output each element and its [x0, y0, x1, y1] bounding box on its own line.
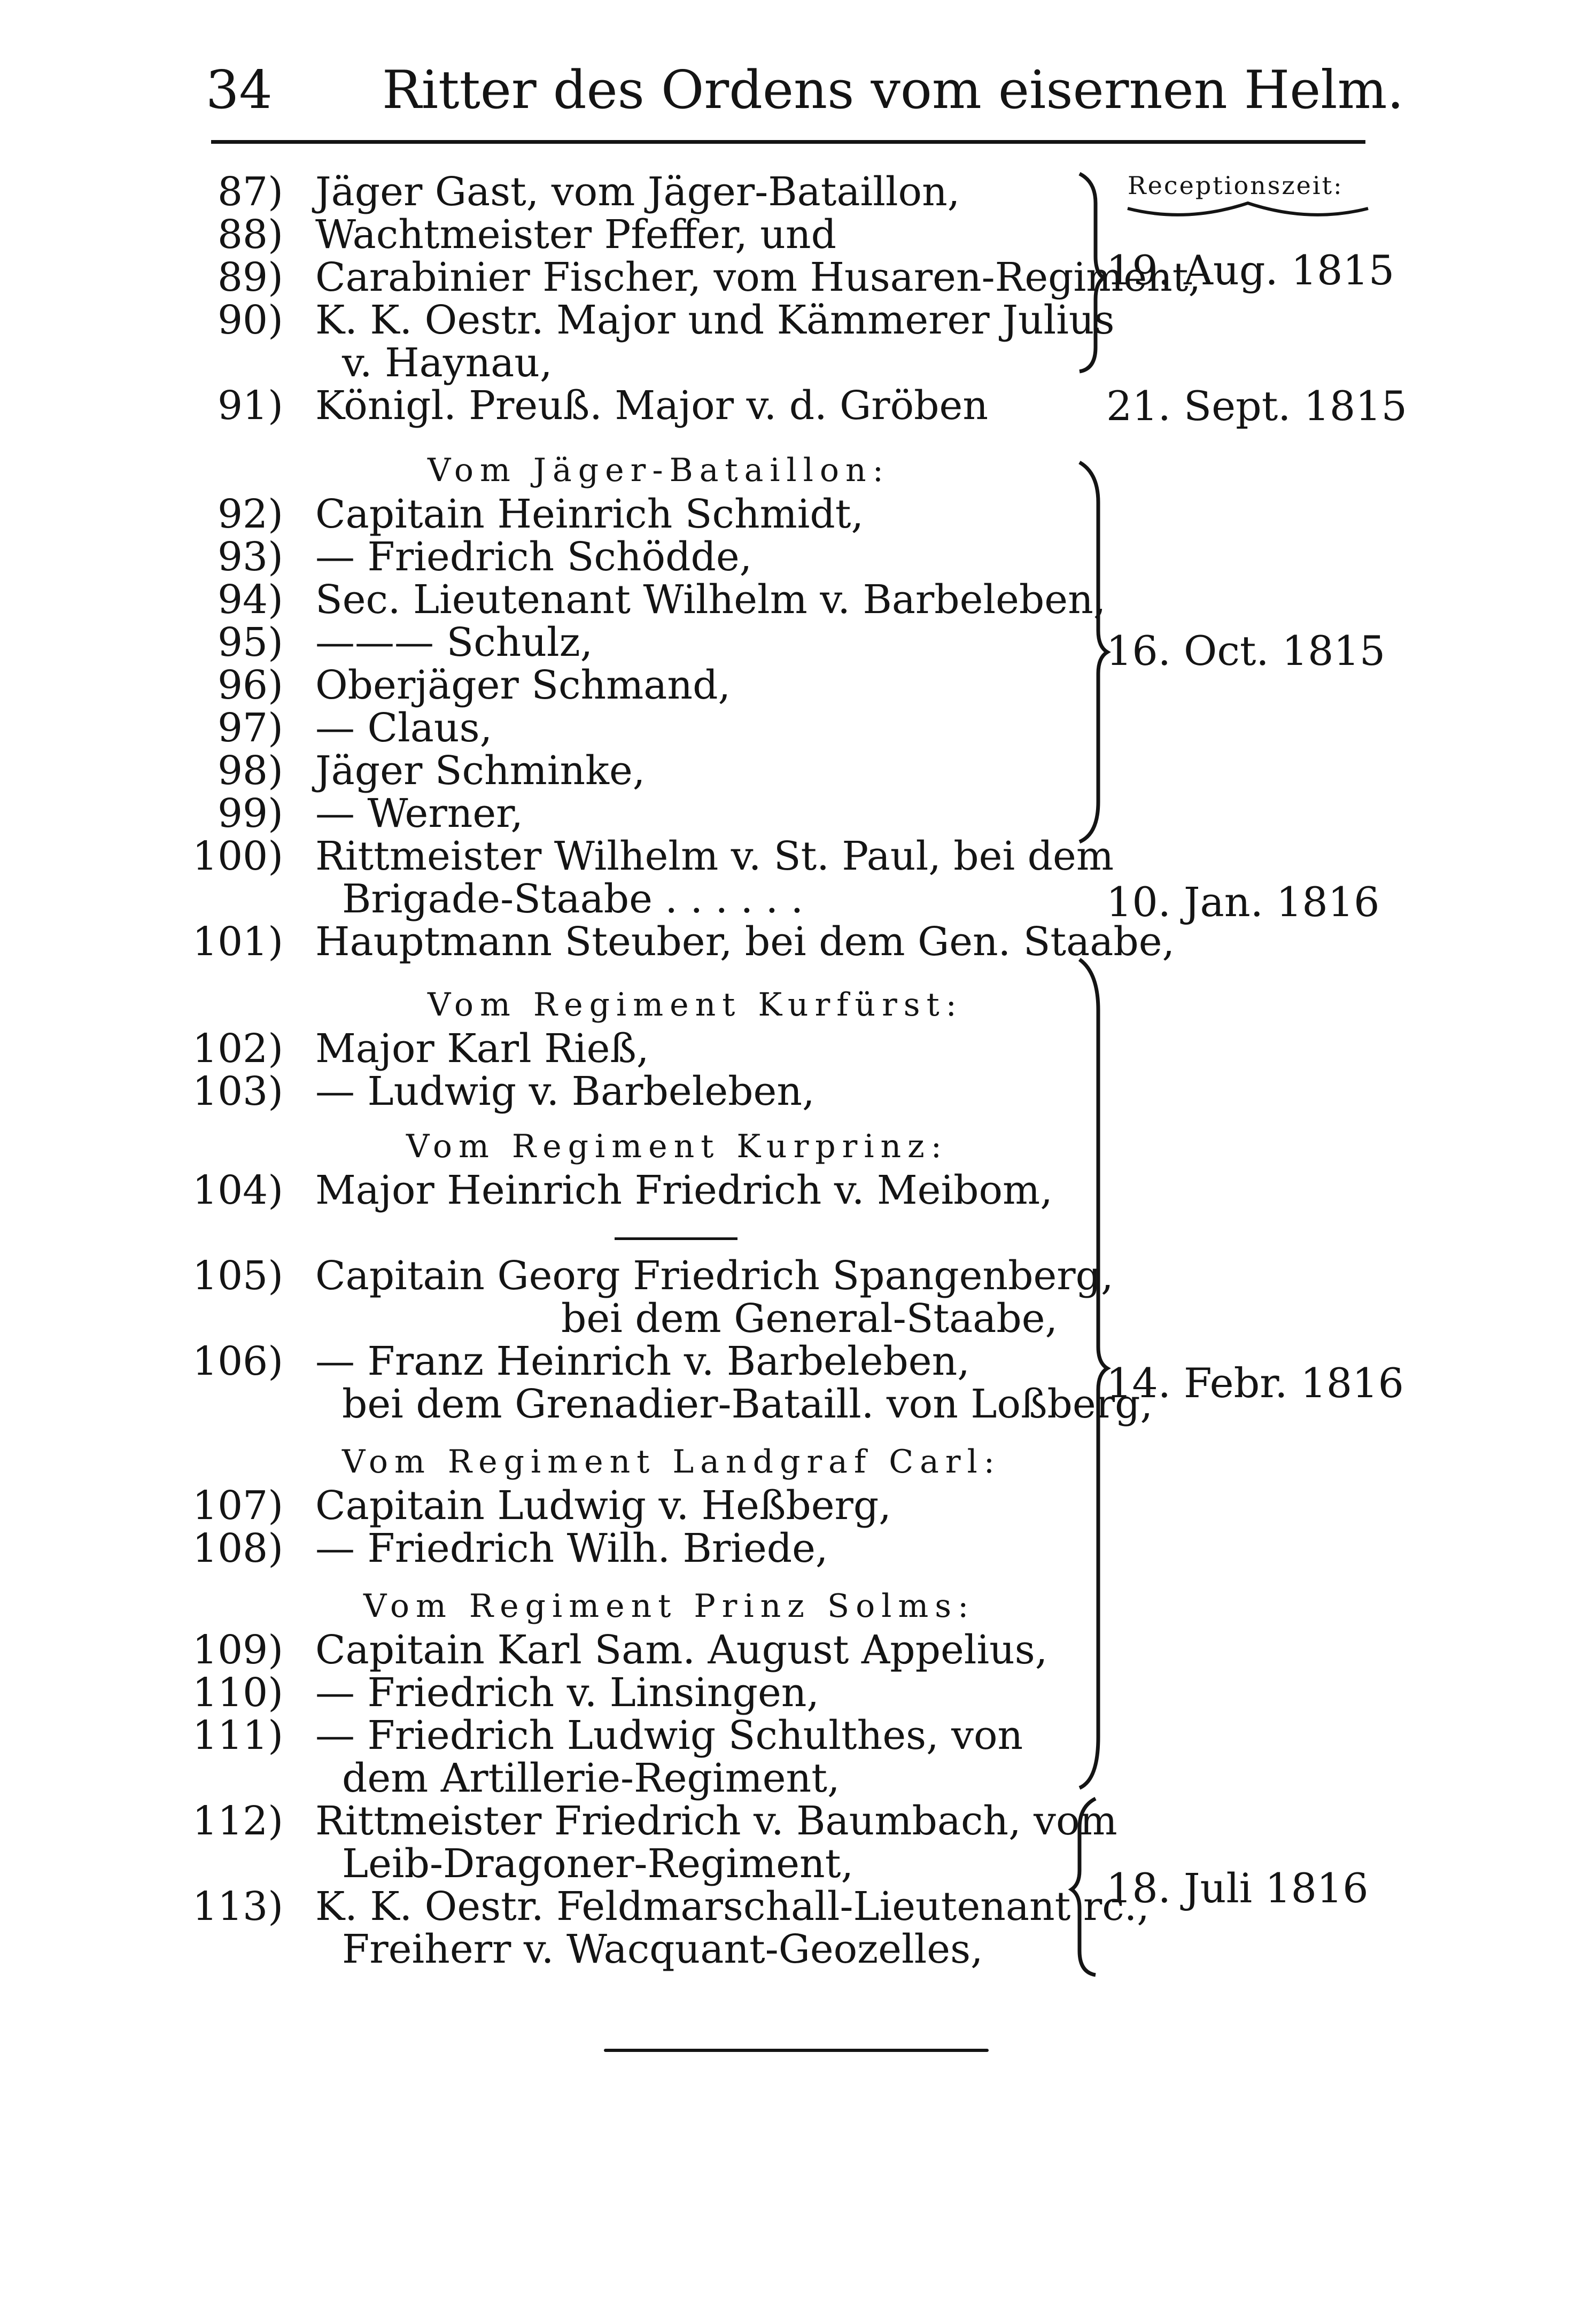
- entry-continuation: Brigade-Staabe . . . . . .: [342, 876, 804, 922]
- entry-number: 92): [217, 491, 283, 537]
- entry-number: 103): [192, 1068, 284, 1114]
- entry-number: 113): [192, 1884, 284, 1930]
- entry-continuation: v. Haynau,: [342, 340, 553, 386]
- entry-text: Capitain Georg Friedrich Spangenberg,: [315, 1253, 1114, 1299]
- entry-text: Rittmeister Wilhelm v. St. Paul, bei dem: [315, 833, 1114, 879]
- section-heading: Vom Regiment Kurfürst:: [428, 986, 963, 1024]
- entry-text: K. K. Oestr. Major und Kämmerer Julius: [315, 297, 1115, 343]
- entry-number: 88): [217, 212, 283, 258]
- entry-text: Sec. Lieutenant Wilhelm v. Barbeleben,: [315, 577, 1106, 623]
- entry-text: K. K. Oestr. Feldmarschall-Lieutenant rc.,: [315, 1884, 1150, 1930]
- entry-continuation: bei dem General-Staabe,: [561, 1296, 1058, 1342]
- entry-number: 110): [192, 1670, 284, 1716]
- entry-text: — Friedrich v. Linsingen,: [315, 1670, 819, 1716]
- entry-text: — Claus,: [315, 705, 493, 751]
- entry-text: ——— Schulz,: [315, 619, 593, 665]
- header-rule: [211, 140, 1365, 144]
- entry-number: 91): [217, 383, 283, 429]
- entry-number: 100): [192, 833, 284, 879]
- entry-continuation: Leib-Dragoner-Regiment,: [342, 1841, 853, 1887]
- page-number: 34: [206, 60, 273, 121]
- reception-flourish: [1122, 198, 1373, 230]
- entry-text: Hauptmann Steuber, bei dem Gen. Staabe,: [315, 919, 1175, 965]
- entry-number: 95): [217, 619, 283, 665]
- entry-text: Rittmeister Friedrich v. Baumbach, vom: [315, 1798, 1117, 1844]
- entry-text: Major Karl Rieß,: [315, 1026, 649, 1072]
- running-title: Ritter des Ordens vom eisernen Helm.: [382, 60, 1404, 121]
- section-heading: Vom Regiment Prinz Solms:: [363, 1587, 975, 1625]
- entry-number: 98): [217, 748, 283, 794]
- footer-rule: [604, 2049, 989, 2052]
- entry-number: 106): [192, 1338, 284, 1384]
- bracket: [1074, 171, 1106, 374]
- entry-text: — Werner,: [315, 791, 523, 836]
- entry-continuation: bei dem Grenadier-Bataill. von Loßberg,: [342, 1381, 1153, 1427]
- reception-date: 18. Juli 1816: [1106, 1864, 1369, 1912]
- entry-text: — Ludwig v. Barbeleben,: [315, 1068, 815, 1114]
- section-heading: Vom Regiment Landgraf Carl:: [342, 1443, 1001, 1481]
- reception-date: 16. Oct. 1815: [1106, 627, 1386, 675]
- entry-number: 112): [192, 1798, 284, 1844]
- entry-text: — Friedrich Wilh. Briede,: [315, 1525, 828, 1571]
- entry-text: Major Heinrich Friedrich v. Meibom,: [315, 1167, 1053, 1213]
- entry-number: 87): [217, 169, 283, 215]
- reception-date: 21. Sept. 1815: [1106, 382, 1407, 430]
- entry-number: 89): [217, 254, 283, 300]
- entry-text: Capitain Karl Sam. August Appelius,: [315, 1627, 1048, 1673]
- entry-continuation: dem Artillerie-Regiment,: [342, 1755, 840, 1801]
- reception-date: 19. Aug. 1815: [1106, 246, 1395, 294]
- entry-number: 94): [217, 577, 283, 623]
- reception-date: 14. Febr. 1816: [1106, 1359, 1404, 1407]
- section-heading: Vom Jäger-Bataillon:: [428, 452, 890, 489]
- entry-text: Carabinier Fischer, vom Husaren-Regiment,: [315, 254, 1201, 300]
- entry-number: 101): [192, 919, 284, 965]
- entry-text: Wachtmeister Pfeffer, und: [315, 212, 836, 258]
- entry-continuation: Freiherr v. Wacquant-Geozelles,: [342, 1926, 983, 1972]
- entry-number: 93): [217, 534, 283, 580]
- entry-number: 105): [192, 1253, 284, 1299]
- entry-number: 97): [217, 705, 283, 751]
- entry-text: — Friedrich Ludwig Schulthes, von: [315, 1713, 1023, 1759]
- entry-number: 107): [192, 1483, 284, 1529]
- entry-number: 102): [192, 1026, 284, 1072]
- entry-number: 111): [192, 1713, 284, 1759]
- entry-text: Jäger Schminke,: [315, 748, 646, 794]
- entry-number: 109): [192, 1627, 284, 1673]
- entry-text: — Friedrich Schödde,: [315, 534, 752, 580]
- entry-number: 96): [217, 662, 283, 708]
- entry-text: Jäger Gast, vom Jäger-Bataillon,: [315, 169, 960, 215]
- entry-text: Oberjäger Schmand,: [315, 662, 731, 708]
- entry-number: 108): [192, 1525, 284, 1571]
- reception-date: 10. Jan. 1816: [1106, 878, 1380, 926]
- reception-label: Receptionszeit:: [1128, 171, 1344, 200]
- entry-number: 90): [217, 297, 283, 343]
- section-heading: Vom Regiment Kurprinz:: [406, 1128, 948, 1165]
- entry-number: 99): [217, 791, 283, 836]
- entry-text: Königl. Preuß. Major v. d. Gröben: [315, 383, 988, 429]
- divider: [615, 1237, 737, 1240]
- entry-text: — Franz Heinrich v. Barbeleben,: [315, 1338, 970, 1384]
- entry-number: 104): [192, 1167, 284, 1213]
- entry-text: Capitain Ludwig v. Heßberg,: [315, 1483, 891, 1529]
- entry-text: Capitain Heinrich Schmidt,: [315, 491, 864, 537]
